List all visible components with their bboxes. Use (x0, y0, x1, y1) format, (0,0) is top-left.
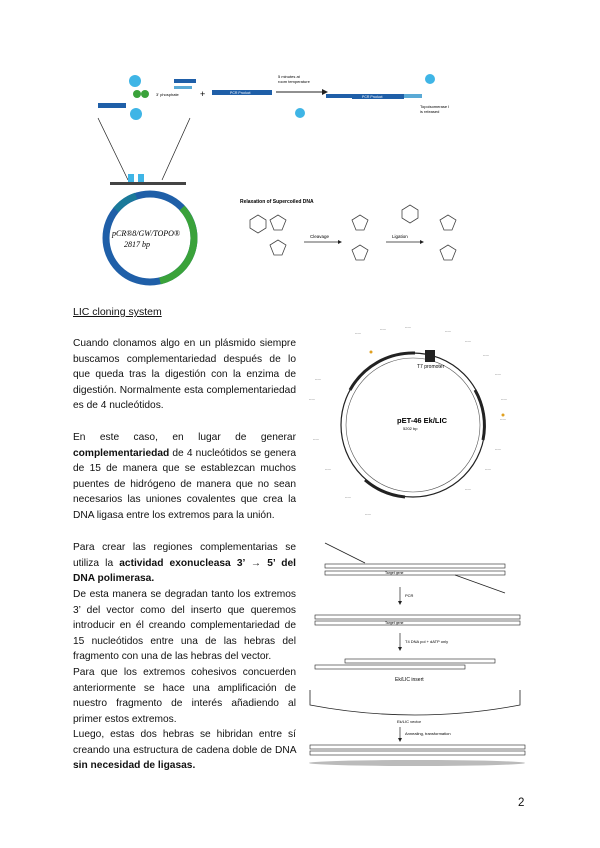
insert-label: Ek/LIC insert (395, 677, 424, 683)
section-title: LIC cloning system (73, 306, 162, 318)
vector-strand (326, 94, 352, 98)
topo-cloning-figure (90, 70, 510, 298)
paragraph-3 (73, 540, 296, 587)
final-construct (310, 751, 525, 755)
t7-promoter-block (425, 350, 435, 362)
paragraph-5: Para que los extremos cohesivos concuerden anteriormente se hace una amplificación de nuestro fragmento de interés añadiendo al primer estos extremos. (73, 667, 296, 725)
pcr-product-label: PCR Product (230, 91, 251, 95)
topo-released-label-2: is released (420, 109, 440, 114)
paragraph-2-text-a: En este caso, en lugar de generar (73, 432, 296, 443)
topo-icon (130, 108, 142, 120)
svg-text:-----: ----- (345, 495, 351, 499)
target-dna (325, 564, 505, 568)
vector-label: Ek/LIC vector (397, 719, 422, 724)
svg-text:-----: ----- (495, 372, 501, 376)
mcs-bar (110, 182, 186, 185)
plasmid-name: pCR®8/GW/TOPO® (112, 229, 181, 238)
topo-icon (295, 108, 305, 118)
paragraph-1: Cuando clonamos algo en un plásmido siempre buscamos complementariedad después de lo que queda tras la digestión con la enzima de digestión. Normalmente esta complementariedad es de 4 nucleótidos. (73, 338, 296, 412)
primer-strand (325, 543, 365, 563)
plasmid-size: 5202 bp (403, 426, 418, 431)
paragraph-4: De esta manera se degradan tanto los extremos 3’ del vector como del inserto que queremos introducir en él creando complementariedad de 15 nucleótidos entre una de las hebras del fragmento con una de las hebras del vector. (73, 589, 296, 663)
topo-icon (138, 174, 144, 182)
vector-strand (174, 79, 196, 83)
t7-promoter-label: T7 promoter (417, 364, 445, 370)
paragraph-2-bold: complementariedad (73, 447, 170, 459)
pcr-product-label: PCR Product (362, 95, 383, 99)
svg-text:-----: ----- (313, 437, 319, 441)
plasmid-ring-inner (346, 358, 480, 492)
insert-strand (315, 665, 465, 669)
treatment-label: T4 DNA pol + dATP only (405, 639, 449, 644)
svg-text:-----: ----- (495, 447, 501, 451)
svg-text:-----: ----- (465, 339, 471, 343)
vector-strand (310, 690, 520, 715)
svg-text:-----: ----- (365, 512, 371, 516)
topo-icon (129, 75, 141, 87)
marker-dot (502, 414, 505, 417)
paragraph-3-text-a: Para crear las regiones complementarias se utiliza la (73, 542, 296, 569)
plasmid-size: 2817 bp (124, 240, 150, 249)
primer-strand (455, 575, 505, 593)
zoom-line (162, 118, 190, 180)
step-arrow-head (398, 647, 402, 651)
annealing-label: Annealing, transformation (405, 731, 451, 736)
vector-backbone (309, 760, 525, 766)
pet46-plasmid-map (305, 320, 525, 525)
phosphate-label: 3' phosphate (156, 92, 179, 97)
svg-text:-----: ----- (501, 397, 507, 401)
step-arrow-head (398, 601, 402, 605)
svg-text:-----: ----- (445, 329, 451, 333)
paragraph-6-bold: sin necesidad de ligasas. (73, 760, 196, 772)
target-gene-label: Target gene (385, 571, 404, 575)
svg-text:-----: ----- (465, 487, 471, 491)
svg-text:-----: ----- (405, 325, 411, 329)
plus-sign: + (200, 89, 206, 99)
svg-text:-----: ----- (483, 353, 489, 357)
svg-text:-----: ----- (325, 467, 331, 471)
svg-text:-----: ----- (309, 397, 315, 401)
topo-icon (128, 174, 134, 182)
topo-icon (133, 90, 141, 98)
zoom-line (98, 118, 128, 180)
svg-text:-----: ----- (485, 467, 491, 471)
relaxation-title: Relaxation of Supercoiled DNA (240, 199, 314, 205)
svg-text:-----: ----- (380, 327, 386, 331)
paragraph-6 (73, 727, 296, 774)
time-label: 5 minutes at (278, 74, 300, 79)
svg-text:-----: ----- (355, 331, 361, 335)
topo-icon (425, 74, 435, 84)
paragraph-3-bold: actividad exonucleasa 3’ → 5’ del DNA polimerasa. (73, 557, 297, 585)
temperature-label: room temperature (278, 79, 310, 84)
target-dna (325, 571, 505, 575)
plasmid-feature (116, 196, 136, 210)
vector-strand (404, 94, 422, 98)
plasmid-name: pET-46 Ek/LIC (397, 416, 448, 425)
lic-procedure-figure (305, 535, 530, 767)
pcr-product (315, 615, 520, 619)
topo-icon (141, 90, 149, 98)
plasmid-feature (365, 480, 405, 497)
pcr-label: PCR (405, 593, 414, 598)
target-gene-label: Target gene (385, 621, 404, 625)
topo-released-label: Topoisomerase I (420, 104, 450, 109)
chemical-structures (250, 205, 456, 260)
ligation-arrow-head (420, 240, 424, 244)
pcr-product (315, 621, 520, 625)
vector-strand (174, 86, 192, 89)
page-number: 2 (518, 797, 525, 809)
paragraph-6-text-a: Luego, estas dos hebras se hibridan entre sí creando una estructura de cadena doble de DNA (73, 729, 296, 756)
paragraph-2 (73, 430, 296, 524)
plasmid-feature (160, 208, 194, 281)
cleavage-label: Cleavage (310, 234, 330, 239)
svg-text:-----: ----- (315, 377, 321, 381)
vector-strand (98, 103, 126, 108)
final-construct (310, 745, 525, 749)
marker-dot (370, 351, 373, 354)
insert-strand (345, 659, 495, 663)
paragraph-2-text-c: de 4 nucleótidos se genera de 15 de manera que se establezcan muchos puentes de hidrógeno de manera que no sean necesarios las uniones covalentes que crea la DNA ligasa entre los extremos para la unión. (73, 447, 296, 521)
cleavage-arrow-head (338, 240, 342, 244)
step-arrow-head (398, 738, 402, 742)
svg-text:-----: ----- (500, 417, 506, 421)
ligation-label: Ligation (392, 234, 408, 239)
